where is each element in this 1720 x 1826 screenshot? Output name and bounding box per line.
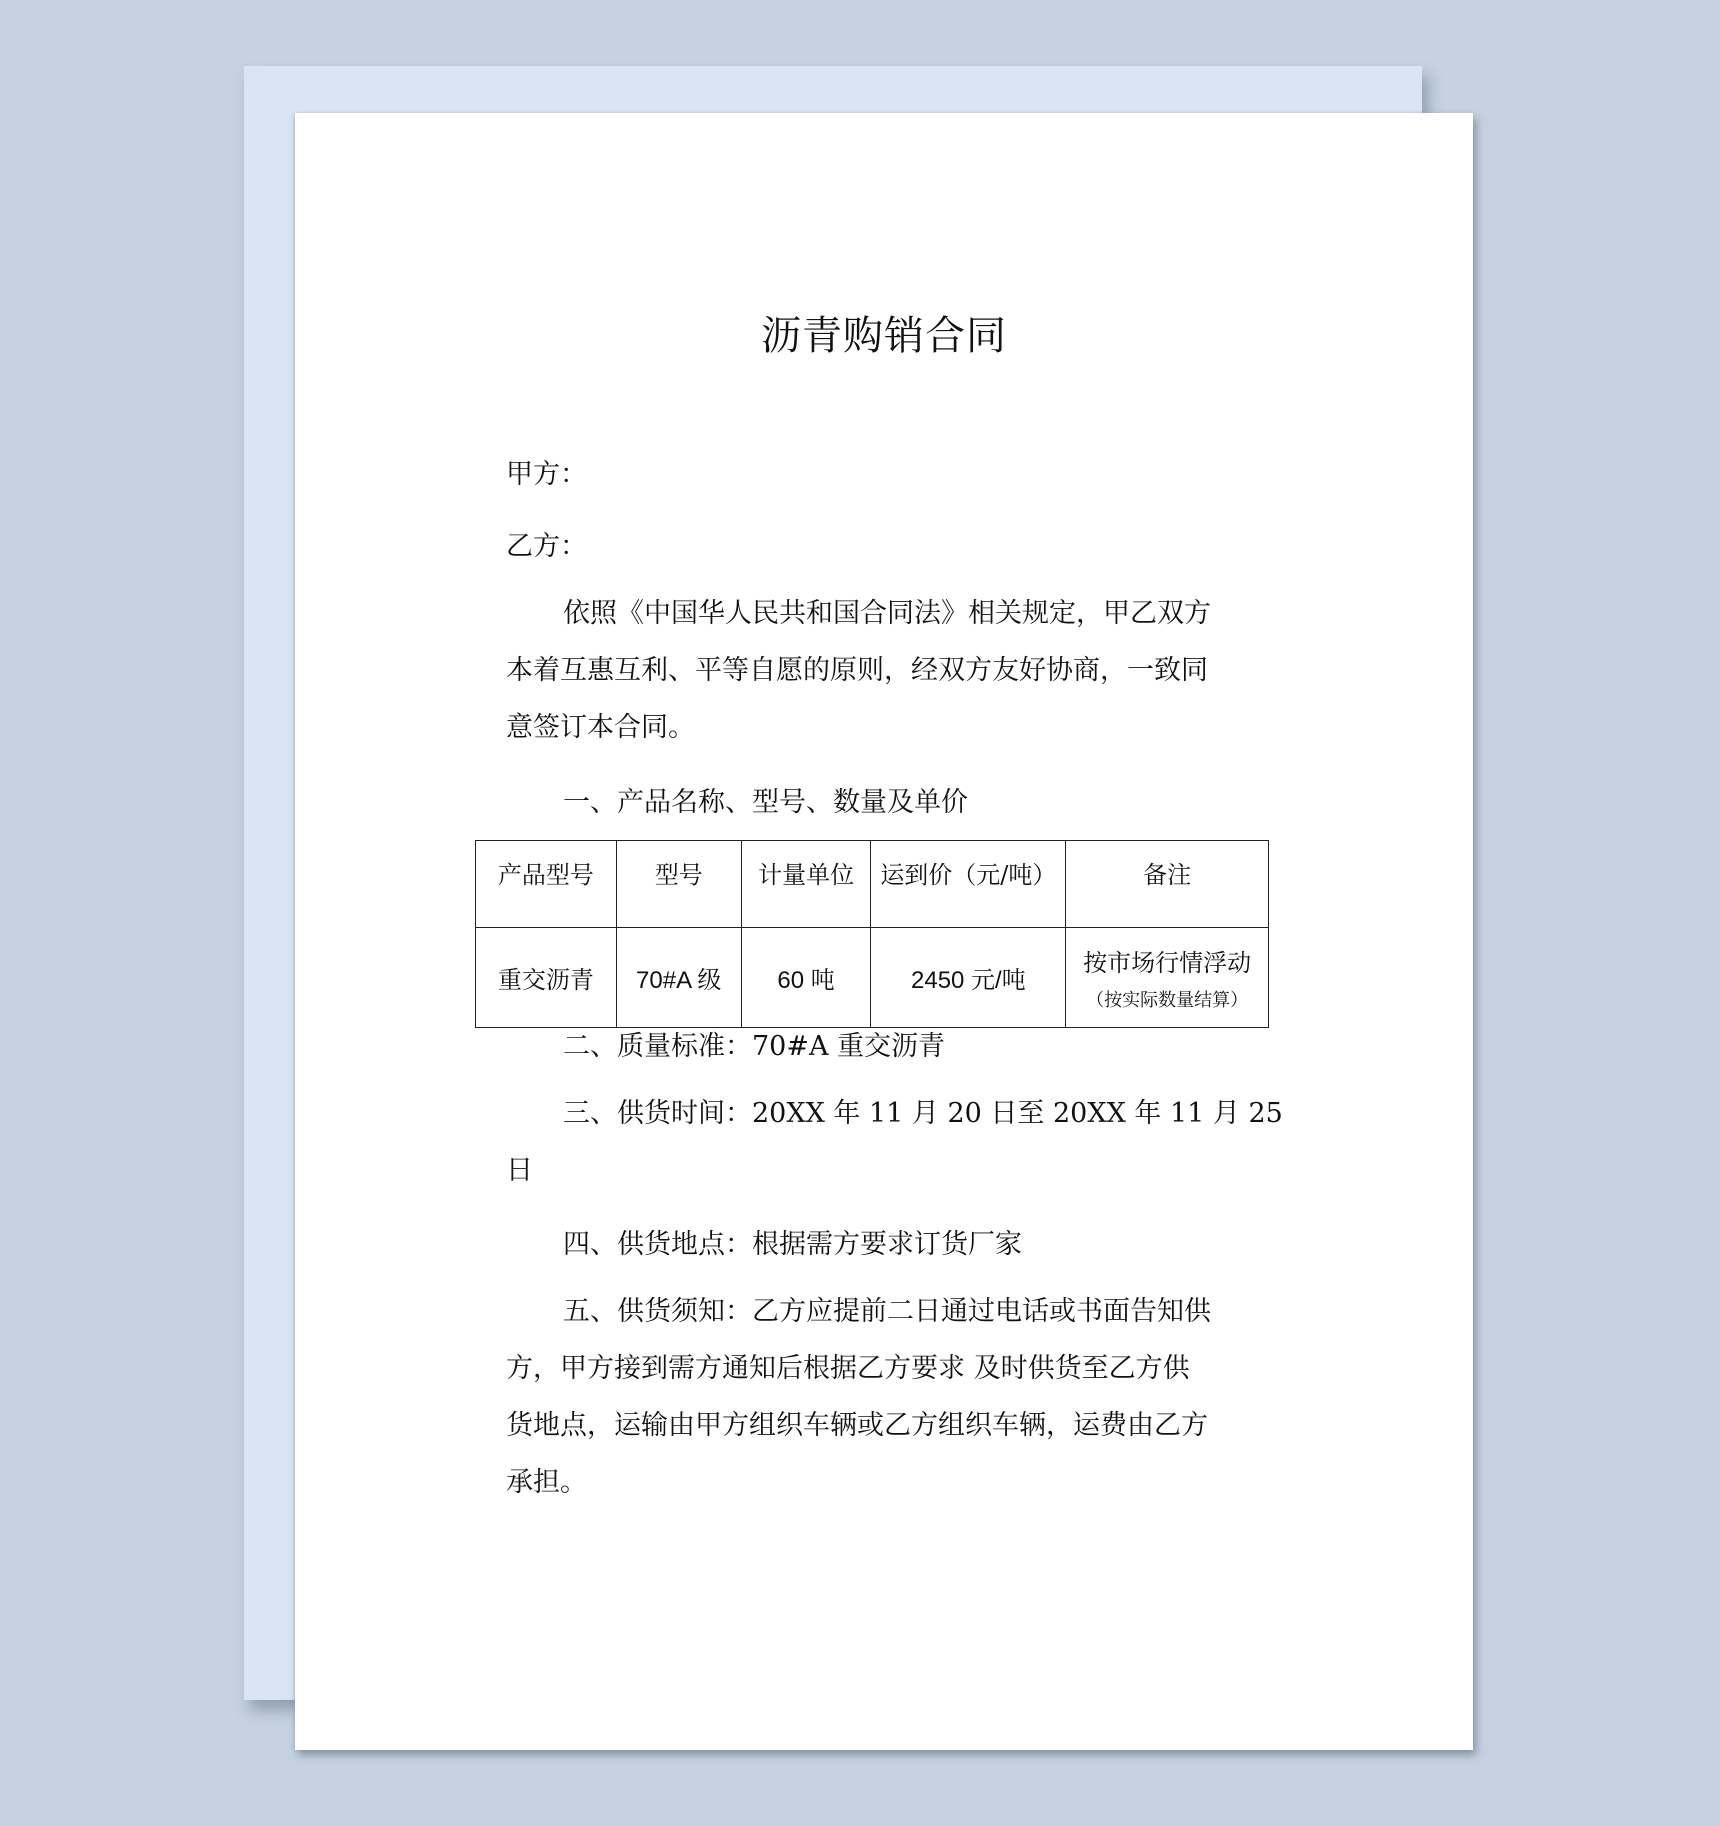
intro-line: 意签订本合同。 [506,712,695,743]
section-2-quality: 二、质量标准：70#A 重交沥青 [563,1031,946,1062]
intro-line: 依照《中国华人民共和国合同法》相关规定，甲乙双方 [563,598,1211,629]
section-5-line: 五、供货须知：乙方应提前二日通过电话或书面告知供 [563,1296,1211,1327]
table-header-row [476,841,1269,928]
intro-line: 本着互惠互利、平等自愿的原则，经双方友好协商，一致同 [506,655,1208,686]
section-3-supply-time [506,1085,1283,1199]
header-note: 备注 [1066,841,1269,928]
cell-product: 重交沥青 [476,928,617,1028]
intro-paragraph [506,585,1262,756]
section-5-line: 承担。 [506,1467,587,1498]
party-a-label: 甲方： [506,459,587,490]
header-price: 运到价（元/吨） [871,841,1066,928]
section-3-line: 三、供货时间：20XX 年 11 月 20 日至 20XX 年 11 月 25 [563,1098,1283,1129]
cell-model: 70#A 级 [616,928,741,1028]
section-5-supply-notice [506,1283,1262,1511]
section-3-line: 日 [506,1155,533,1186]
document-title: 沥青购销合同 [761,313,1007,359]
cell-unit: 60 吨 [741,928,871,1028]
section-5-line: 货地点，运输由甲方组织车辆或乙方组织车辆，运费由乙方 [506,1410,1208,1441]
party-b-label: 乙方： [506,531,587,562]
product-table [475,840,1269,1028]
note-main: 按市场行情浮动 [1083,949,1252,977]
cell-note [1066,928,1269,1028]
header-unit: 计量单位 [741,841,871,928]
cell-price: 2450 元/吨 [871,928,1066,1028]
header-model: 型号 [616,841,741,928]
table-row [476,928,1269,1028]
section-4-supply-location: 四、供货地点：根据需方要求订货厂家 [563,1229,1022,1260]
section-1-heading: 一、产品名称、型号、数量及单价 [563,787,968,818]
section-5-line: 方，甲方接到需方通知后根据乙方要求 及时供货至乙方供 [506,1353,1190,1384]
header-product: 产品型号 [476,841,617,928]
note-sub: （按实际数量结算） [1086,990,1249,1011]
